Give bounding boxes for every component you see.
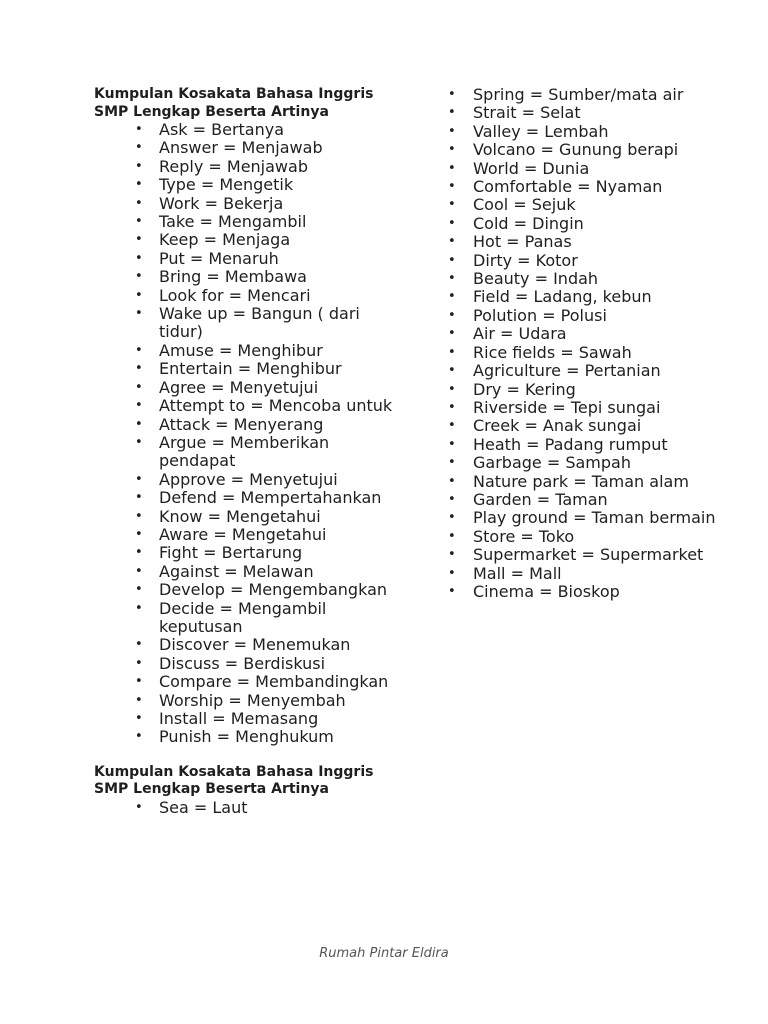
vocab-item: • Heath = Padang rumput (440, 436, 760, 454)
vocab-item: • Type = Mengetik (94, 176, 394, 194)
section-2-continued-vocab-list (440, 86, 760, 601)
vocab-item: • Aware = Mengetahui (94, 526, 394, 544)
vocab-item: • Spring = Sumber/mata air (440, 86, 760, 104)
vocab-item: • Put = Menaruh (94, 250, 394, 268)
vocab-item: • Creek = Anak sungai (440, 417, 760, 435)
vocab-item: • Reply = Menjawab (94, 158, 394, 176)
vocab-item: • Entertain = Menghibur (94, 360, 394, 378)
vocab-item: • Volcano = Gunung berapi (440, 141, 760, 159)
vocab-item: • Punish = Menghukum (94, 728, 394, 746)
vocab-item: • Keep = Menjaga (94, 231, 394, 249)
vocab-item: • Worship = Menyembah (94, 692, 394, 710)
vocab-item: • Store = Toko (440, 528, 760, 546)
section-2-heading: Kumpulan Kosakata Bahasa Inggris SMP Lengkap Beserta Artinya (94, 763, 374, 798)
vocab-item: • Play ground = Taman bermain (440, 509, 760, 527)
vocab-item: • Garden = Taman (440, 491, 760, 509)
vocab-item: • Supermarket = Supermarket (440, 546, 760, 564)
vocab-item: • Dry = Kering (440, 381, 760, 399)
vocab-item: • Approve = Menyetujui (94, 471, 394, 489)
vocab-item: • Discover = Menemukan (94, 636, 394, 654)
vocab-item: • Work = Bekerja (94, 195, 394, 213)
vocab-item: • Compare = Membandingkan (94, 673, 394, 691)
vocab-item: • Strait = Selat (440, 104, 760, 122)
right-column (440, 86, 760, 601)
section-spacer (94, 747, 394, 764)
vocab-item: • Decide = Mengambil keputusan (94, 600, 394, 637)
footer-credit: Rumah Pintar Eldira (319, 946, 449, 961)
vocab-item: • Sea = Laut (94, 799, 394, 817)
vocab-item: • Rice fields = Sawah (440, 344, 760, 362)
section-1-heading: Kumpulan Kosakata Bahasa Inggris SMP Lengkap Beserta Artinya (94, 86, 374, 120)
vocab-item: • Defend = Mempertahankan (94, 489, 394, 507)
vocab-item: • Develop = Mengembangkan (94, 581, 394, 599)
vocab-item: • Agree = Menyetujui (94, 379, 394, 397)
vocab-item: • Attack = Menyerang (94, 416, 394, 434)
vocab-item: • Comfortable = Nyaman (440, 178, 760, 196)
vocab-item: • Air = Udara (440, 325, 760, 343)
vocab-item: • Garbage = Sampah (440, 454, 760, 472)
section-1-vocab-list (94, 121, 394, 747)
vocab-item: • Dirty = Kotor (440, 252, 760, 270)
vocab-item: • Fight = Bertarung (94, 544, 394, 562)
vocab-item: • Ask = Bertanya (94, 121, 394, 139)
vocab-item: • Wake up = Bangun ( dari tidur) (94, 305, 394, 342)
vocab-item: • Valley = Lembah (440, 123, 760, 141)
vocab-item: • Install = Memasang (94, 710, 394, 728)
vocab-item: • Cold = Dingin (440, 215, 760, 233)
vocab-item: • Field = Ladang, kebun (440, 288, 760, 306)
vocab-item: • Agriculture = Pertanian (440, 362, 760, 380)
vocab-item: • Argue = Memberikan pendapat (94, 434, 394, 471)
vocab-item: • Polution = Polusi (440, 307, 760, 325)
vocab-item: • Know = Mengetahui (94, 508, 394, 526)
vocab-item: • Bring = Membawa (94, 268, 394, 286)
vocab-item: • Cool = Sejuk (440, 196, 760, 214)
vocab-item: • Cinema = Bioskop (440, 583, 760, 601)
vocab-item: • World = Dunia (440, 160, 760, 178)
vocab-item: • Take = Mengambil (94, 213, 394, 231)
vocab-item: • Look for = Mencari (94, 287, 394, 305)
vocab-item: • Hot = Panas (440, 233, 760, 251)
vocab-item: • Attempt to = Mencoba untuk (94, 397, 394, 415)
vocab-item: • Amuse = Menghibur (94, 342, 394, 360)
vocab-item: • Nature park = Taman alam (440, 473, 760, 491)
vocab-item: • Riverside = Tepi sungai (440, 399, 760, 417)
vocab-item: • Discuss = Berdiskusi (94, 655, 394, 673)
vocab-item: • Against = Melawan (94, 563, 394, 581)
section-2-vocab-list (94, 799, 394, 817)
vocab-item: • Mall = Mall (440, 565, 760, 583)
vocab-item: • Answer = Menjawab (94, 139, 394, 157)
left-column (94, 86, 394, 817)
vocab-item: • Beauty = Indah (440, 270, 760, 288)
